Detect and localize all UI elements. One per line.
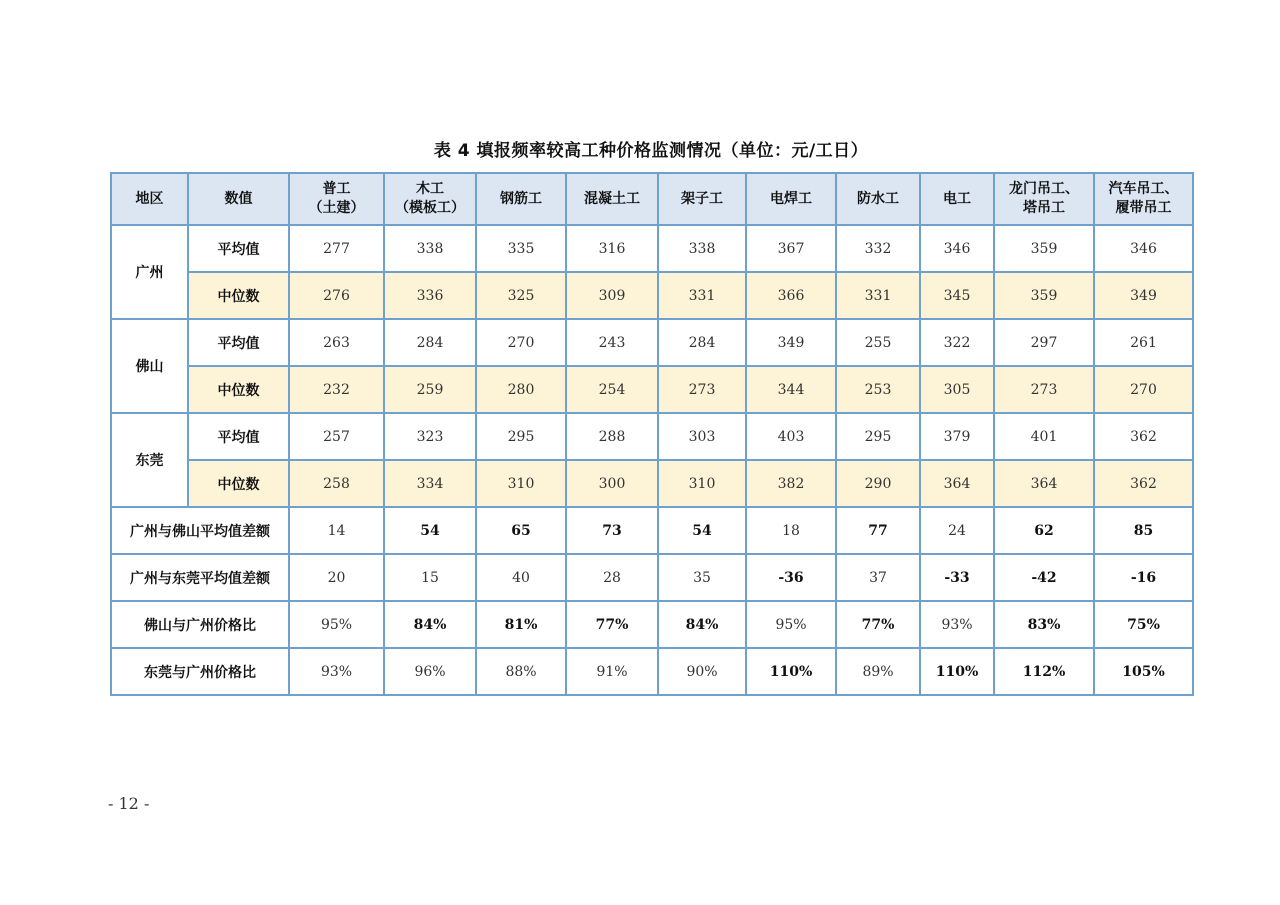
summary-value-cell: 81%: [476, 601, 566, 648]
summary-value-cell: 54: [658, 507, 746, 554]
summary-value-cell: 83%: [994, 601, 1094, 648]
header-line: （模板工）: [395, 200, 465, 216]
header-trade-rebar: 钢筋工: [476, 173, 566, 225]
summary-value-cell: 77%: [566, 601, 658, 648]
header-line: 塔吊工: [1023, 200, 1065, 216]
value-cell: 254: [566, 366, 658, 413]
summary-value-cell: 65: [476, 507, 566, 554]
table-row: [111, 460, 1193, 507]
summary-row: [111, 648, 1193, 695]
header-trade-scaffold: 架子工: [658, 173, 746, 225]
value-cell: 362: [1094, 460, 1193, 507]
summary-value-cell: 84%: [658, 601, 746, 648]
page-number: - 12 -: [108, 794, 150, 813]
header-line: 汽车吊工、: [1108, 181, 1179, 197]
table-row: [111, 366, 1193, 413]
header-region: 地区: [111, 173, 188, 225]
summary-value-cell: 40: [476, 554, 566, 601]
value-cell: 334: [384, 460, 476, 507]
summary-value-cell: 14: [289, 507, 384, 554]
summary-value-cell: 91%: [566, 648, 658, 695]
header-trade-carpenter: [384, 173, 476, 225]
value-cell: 379: [920, 413, 994, 460]
trade-price-table: [110, 172, 1194, 696]
summary-value-cell: -42: [994, 554, 1094, 601]
header-line: （土建）: [308, 200, 365, 216]
summary-value-cell: 75%: [1094, 601, 1193, 648]
header-line: 履带吊工: [1115, 200, 1172, 216]
metric-label: 中位数: [188, 272, 289, 319]
value-cell: 344: [746, 366, 836, 413]
value-cell: 349: [1094, 272, 1193, 319]
value-cell: 270: [476, 319, 566, 366]
summary-label: 东莞与广州价格比: [111, 648, 289, 695]
value-cell: 346: [920, 225, 994, 272]
summary-value-cell: 54: [384, 507, 476, 554]
value-cell: 345: [920, 272, 994, 319]
header-line: 木工: [416, 181, 444, 197]
value-cell: 331: [658, 272, 746, 319]
summary-value-cell: 24: [920, 507, 994, 554]
summary-value-cell: 110%: [920, 648, 994, 695]
value-cell: 259: [384, 366, 476, 413]
summary-label: 广州与东莞平均值差额: [111, 554, 289, 601]
value-cell: 338: [658, 225, 746, 272]
value-cell: 280: [476, 366, 566, 413]
summary-row: [111, 507, 1193, 554]
header-trade-waterproof: 防水工: [836, 173, 920, 225]
value-cell: 261: [1094, 319, 1193, 366]
summary-value-cell: -16: [1094, 554, 1193, 601]
value-cell: 232: [289, 366, 384, 413]
value-cell: 364: [994, 460, 1094, 507]
value-cell: 295: [836, 413, 920, 460]
summary-label: 广州与佛山平均值差额: [111, 507, 289, 554]
header-row: [111, 173, 1193, 225]
table-row: [111, 272, 1193, 319]
summary-value-cell: 35: [658, 554, 746, 601]
summary-value-cell: 95%: [289, 601, 384, 648]
value-cell: 258: [289, 460, 384, 507]
summary-value-cell: 20: [289, 554, 384, 601]
summary-label: 佛山与广州价格比: [111, 601, 289, 648]
value-cell: 336: [384, 272, 476, 319]
header-line: 普工: [322, 181, 351, 197]
value-cell: 367: [746, 225, 836, 272]
table-caption: 表 4 填报频率较高工种价格监测情况（单位：元/工日）: [433, 141, 869, 161]
value-cell: 310: [476, 460, 566, 507]
value-cell: 243: [566, 319, 658, 366]
summary-value-cell: 37: [836, 554, 920, 601]
value-cell: 322: [920, 319, 994, 366]
table-row: [111, 225, 1193, 272]
header-trade-gantry-crane: [994, 173, 1094, 225]
metric-label: 平均值: [188, 413, 289, 460]
summary-value-cell: 73: [566, 507, 658, 554]
summary-value-cell: 112%: [994, 648, 1094, 695]
summary-value-cell: 62: [994, 507, 1094, 554]
value-cell: 362: [1094, 413, 1193, 460]
summary-row: [111, 601, 1193, 648]
summary-value-cell: -33: [920, 554, 994, 601]
value-cell: 359: [994, 225, 1094, 272]
value-cell: 349: [746, 319, 836, 366]
value-cell: 277: [289, 225, 384, 272]
summary-value-cell: 96%: [384, 648, 476, 695]
value-cell: 382: [746, 460, 836, 507]
value-cell: 284: [658, 319, 746, 366]
header-metric: 数值: [188, 173, 289, 225]
value-cell: 255: [836, 319, 920, 366]
summary-value-cell: 90%: [658, 648, 746, 695]
summary-value-cell: 85: [1094, 507, 1193, 554]
value-cell: 253: [836, 366, 920, 413]
header-trade-concrete: 混凝土工: [566, 173, 658, 225]
value-cell: 401: [994, 413, 1094, 460]
value-cell: 303: [658, 413, 746, 460]
region-cell: 东莞: [111, 413, 188, 507]
value-cell: 309: [566, 272, 658, 319]
value-cell: 335: [476, 225, 566, 272]
value-cell: 331: [836, 272, 920, 319]
table-row: [111, 319, 1193, 366]
summary-value-cell: 88%: [476, 648, 566, 695]
value-cell: 288: [566, 413, 658, 460]
summary-value-cell: -36: [746, 554, 836, 601]
value-cell: 364: [920, 460, 994, 507]
summary-value-cell: 110%: [746, 648, 836, 695]
value-cell: 338: [384, 225, 476, 272]
summary-value-cell: 28: [566, 554, 658, 601]
value-cell: 263: [289, 319, 384, 366]
summary-value-cell: 77: [836, 507, 920, 554]
value-cell: 332: [836, 225, 920, 272]
value-cell: 270: [1094, 366, 1193, 413]
value-cell: 310: [658, 460, 746, 507]
summary-value-cell: 18: [746, 507, 836, 554]
value-cell: 290: [836, 460, 920, 507]
summary-row: [111, 554, 1193, 601]
metric-label: 中位数: [188, 460, 289, 507]
value-cell: 284: [384, 319, 476, 366]
summary-value-cell: 93%: [920, 601, 994, 648]
table-row: [111, 413, 1193, 460]
value-cell: 276: [289, 272, 384, 319]
header-trade-welder: 电焊工: [746, 173, 836, 225]
value-cell: 366: [746, 272, 836, 319]
metric-label: 平均值: [188, 225, 289, 272]
header-trade-general: [289, 173, 384, 225]
table-body: [111, 225, 1193, 695]
value-cell: 323: [384, 413, 476, 460]
summary-value-cell: 15: [384, 554, 476, 601]
value-cell: 295: [476, 413, 566, 460]
region-cell: 广州: [111, 225, 188, 319]
value-cell: 403: [746, 413, 836, 460]
summary-value-cell: 84%: [384, 601, 476, 648]
value-cell: 359: [994, 272, 1094, 319]
summary-value-cell: 77%: [836, 601, 920, 648]
summary-value-cell: 95%: [746, 601, 836, 648]
region-cell: 佛山: [111, 319, 188, 413]
summary-value-cell: 105%: [1094, 648, 1193, 695]
summary-value-cell: 93%: [289, 648, 384, 695]
value-cell: 273: [994, 366, 1094, 413]
header-trade-electrician: 电工: [920, 173, 994, 225]
value-cell: 300: [566, 460, 658, 507]
value-cell: 346: [1094, 225, 1193, 272]
header-trade-truck-crane: [1094, 173, 1193, 225]
header-line: 龙门吊工、: [1009, 181, 1079, 197]
value-cell: 305: [920, 366, 994, 413]
metric-label: 中位数: [188, 366, 289, 413]
value-cell: 297: [994, 319, 1094, 366]
value-cell: 273: [658, 366, 746, 413]
value-cell: 257: [289, 413, 384, 460]
metric-label: 平均值: [188, 319, 289, 366]
value-cell: 325: [476, 272, 566, 319]
summary-value-cell: 89%: [836, 648, 920, 695]
value-cell: 316: [566, 225, 658, 272]
